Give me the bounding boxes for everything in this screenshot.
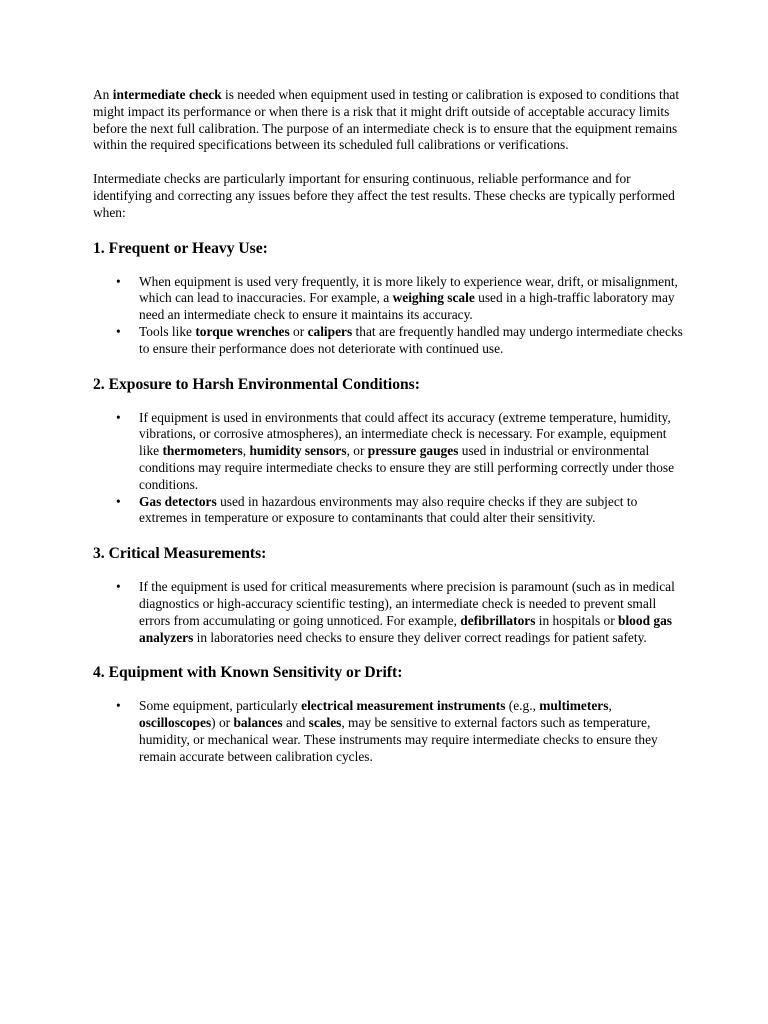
bold-term: torque wrenches (195, 323, 290, 339)
bold-term: defibrillators (460, 612, 536, 628)
text-run: , (242, 443, 250, 459)
text-run: An (93, 87, 113, 102)
list-item (116, 579, 683, 646)
bullet-icon: • (116, 323, 121, 339)
document-page (93, 87, 683, 783)
text-run: in laboratories need checks to ensure they deliver correct readings for patient safety. (193, 629, 647, 645)
list-item (116, 493, 683, 528)
intro-paragraph-1 (93, 87, 683, 154)
section-heading: 1. Frequent or Heavy Use: (93, 239, 268, 257)
bullet-list (93, 579, 683, 646)
bullet-icon: • (116, 409, 121, 425)
text-run: (e.g., (505, 698, 540, 714)
list-item-text (139, 698, 658, 763)
bold-term: pressure gauges (367, 443, 459, 459)
section-critical-measurements (93, 544, 683, 646)
text-run: When equipment is used very frequently, it is more likely to experience wear, drift, or misalignment, which can lead to inaccuracies. For example, a (139, 273, 678, 306)
section-heading: 3. Critical Measurements: (93, 545, 267, 563)
bold-term: blood gas analyzers (139, 612, 672, 645)
text-run: used in a high-traffic laboratory may need an intermediate check to ensure it maintains its accuracy. (139, 290, 675, 323)
bullet-icon: • (116, 579, 121, 595)
text-run: Tools like (139, 323, 196, 339)
bullet-icon: • (116, 698, 121, 714)
text-run: , (608, 698, 612, 714)
list-item-text (139, 274, 678, 323)
bold-term: oscilloscopes (139, 715, 212, 731)
bullet-icon: • (116, 273, 121, 289)
list-item-text (139, 324, 683, 356)
list-item-text (139, 579, 675, 644)
section-heading: 2. Exposure to Harsh Environmental Conditions: (93, 375, 420, 393)
bold-term: electrical measurement instruments (301, 698, 506, 714)
text-run: that are frequently handled may undergo intermediate checks to ensure their performance does not deteriorate with continued use. (139, 323, 683, 356)
section-known-sensitivity (93, 663, 683, 765)
bold-term: weighing scale (392, 290, 475, 306)
bullet-list (93, 698, 683, 765)
bold-term: balances (233, 715, 283, 731)
text-run: used in hazardous environments may also require checks if they are subject to extremes in temperature or exposure to contaminants that could alter their sensitivity. (139, 493, 638, 526)
text-run: or (289, 323, 308, 339)
list-item-text (139, 410, 674, 492)
intro-paragraph-2 (93, 171, 683, 221)
text-run: and (282, 715, 309, 731)
section-frequent-use (93, 239, 683, 358)
bold-term: humidity sensors (249, 443, 347, 459)
section-harsh-environment (93, 375, 683, 528)
text-run: Some equipment, particularly (139, 698, 302, 714)
bold-term: multimeters (539, 698, 609, 714)
text-run: is needed when equipment used in testing or calibration is exposed to conditions that might impact its performance or when there is a risk that it might drift outside of acceptable accuracy limits before the next full calibration. The purpose of an intermediate check is to ensure that the equipment remains within the required specifications between its scheduled full calibrations or verifications. (93, 87, 680, 153)
text-run: ) or (211, 715, 234, 731)
text-run: , or (346, 443, 368, 459)
text-run: used in industrial or environmental conditions may require intermediate checks to ensure they are still performing correctly under those conditions. (139, 443, 675, 492)
bold-term: calipers (307, 323, 353, 339)
text-run: in hospitals or (535, 612, 619, 628)
list-item (116, 273, 683, 324)
bold-term: scales (308, 715, 342, 731)
text-run: If equipment is used in environments that could affect its accuracy (extreme temperature, humidity, vibrations, or corrosive atmospheres), an intermediate check is necessary. For example, equipment like (139, 409, 671, 459)
bullet-list (93, 410, 683, 528)
bullet-list (93, 274, 683, 358)
bold-term: thermometers (162, 443, 243, 459)
section-heading: 4. Equipment with Known Sensitivity or Drift: (93, 664, 403, 682)
text-run: Intermediate checks are particularly important for ensuring continuous, reliable performance and for identifying and correcting any issues before they affect the test results. These checks are typically performed when: (93, 171, 675, 220)
list-item (116, 698, 683, 765)
list-item (116, 409, 683, 494)
list-item (116, 323, 683, 358)
bold-term: intermediate check (112, 87, 222, 102)
text-run: , may be sensitive to external factors such as temperature, humidity, or mechanical wear. These instruments may require intermediate checks to ensure they remain accurate between calibration cycles. (139, 715, 658, 764)
bullet-icon: • (116, 493, 121, 509)
bold-term: Gas detectors (139, 493, 217, 509)
text-run: If the equipment is used for critical measurements where precision is paramount (such as in medical diagnostics or high-accuracy scientific testing), an intermediate check is needed to prevent small errors from accumulating or going unnoticed. For example, (139, 579, 675, 628)
list-item-text (139, 494, 637, 526)
